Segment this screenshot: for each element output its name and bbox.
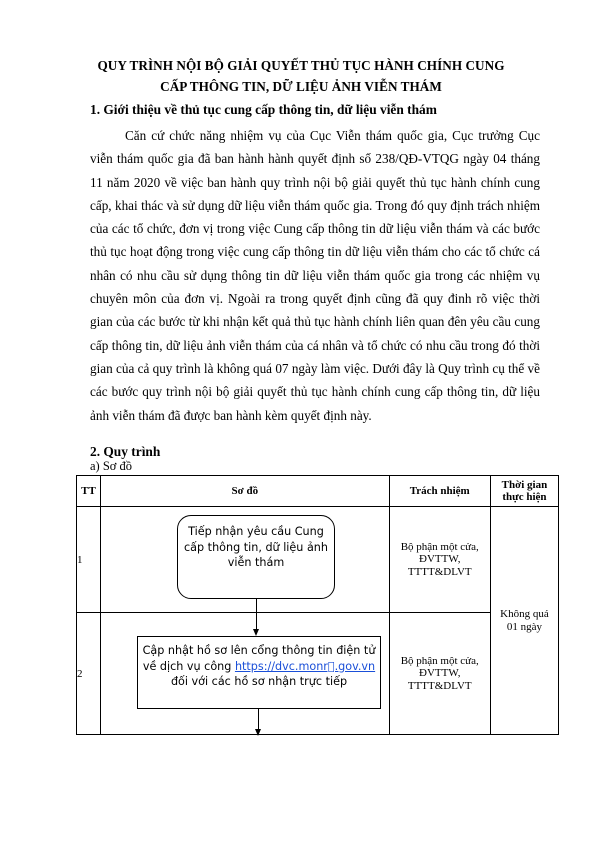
header-tt: TT [77,476,101,507]
title-line-2: CẤP THÔNG TIN, DỮ LIỆU ẢNH VIỄN THÁM [160,79,442,94]
flow-arrow-1-line [256,599,257,629]
time-line-2: 01 ngày [506,620,542,633]
step-2-line [138,659,380,675]
section-1-paragraph [90,124,540,427]
flow-step-2-box [137,636,381,709]
header-responsibility: Trách nhiệm [389,476,490,507]
table-header-row [77,476,559,507]
flow-arrow-2-line [258,709,259,731]
flow-arrow-1-head [253,629,259,636]
section-2-subheading: a) Sơ đồ [90,459,133,473]
time-line-1: Không quá [500,607,549,620]
document-title [70,55,532,97]
flow-arrow-2-head [255,729,261,736]
header-time [490,476,558,507]
step-2-line: đối với các hồ sơ nhận trực tiếp [170,675,348,688]
section-2-heading: 2. Quy trình [90,444,161,459]
step-2-prefix: về dịch vụ công [142,659,235,673]
resp-line: TTTT&DLVT [407,565,472,578]
section-1-heading: 1. Giới thiệu về thủ tục cung cấp thông tin, dữ liệu viễn thám [90,102,437,117]
step-2-line: Cập nhật hồ sơ lên cổng thông tin điện tử [142,644,376,657]
header-time-line-2: thực hiện [502,491,547,503]
row-number: 1 [77,507,101,613]
row-number: 2 [77,613,101,735]
header-time-line-1: Thời gian [501,479,548,491]
resp-line: TTTT&DLVT [407,679,472,692]
step-1-line: viễn thám [227,556,285,569]
step-1-line: Tiếp nhận yêu cầu Cung [188,525,324,538]
paragraph-text: Căn cứ chức năng nhiệm vụ của Cục Viễn thám quốc gia, Cục trưởng Cục viễn thám quốc gia đã ban hành hành quyết định số 238/QĐ-VTQG ngày 04 tháng 11 năm 2020 về việc ban hành quy trình nội bộ giải quyết thủ tục hành chính cung cấp, khai thác và sử dụng dữ liệu viễn thám quốc gia. Trong đó quy định trách nhiệm của các tổ chức, đơn vị trong việc Cung cấp thông tin dữ liệu viễn thám và các bước thủ tục hoạt động trong việc cung cấp thông tin dữ liệu viễn thám cho các tổ chức cá nhân có nhu cầu sử dụng thông tin dữ liệu viễn thám quốc gia trong các nhiệm vụ chuyên môn của đơn vị. Ngoài ra trong quyết định cũng đã quy đinh rõ việc thời gian của các bước từ khi nhận kết quả thủ tục hành chính liên quan đên yêu cầu cung cấp thông tin, dữ liệu ảnh viễn thám của cá nhân và tổ chức có nhu cầu trong đó thời gian của cả quy trình là không quá 07 ngày làm việc. Dưới đây là Quy trình cụ thể về các bước quy trình nội bộ giải quyết thủ tục hành chính cung cấp thông tin, dữ liệu ảnh viễn thám đã được ban hành kèm quyết định này. [90,128,540,423]
resp-line: Bộ phận một cửa, [400,654,479,667]
step-1-line: cấp thông tin, dữ liệu ảnh [184,540,328,554]
resp-line: Bộ phận một cửa, [400,540,479,553]
resp-line: ĐVTTW, [419,667,461,680]
responsibility-cell [389,613,490,735]
header-diagram: Sơ đồ [101,476,390,507]
time-cell [490,507,558,735]
flow-step-1-box [177,515,335,599]
responsibility-cell [389,507,490,613]
dvc-portal-link[interactable]: https://dvc.monr .gov.vn [234,659,376,673]
resp-line: ĐVTTW, [419,553,461,566]
title-line-1: QUY TRÌNH NỘI BỘ GIẢI QUYẾT THỦ TỤC HÀNH CHÍNH CUNG [97,58,505,73]
